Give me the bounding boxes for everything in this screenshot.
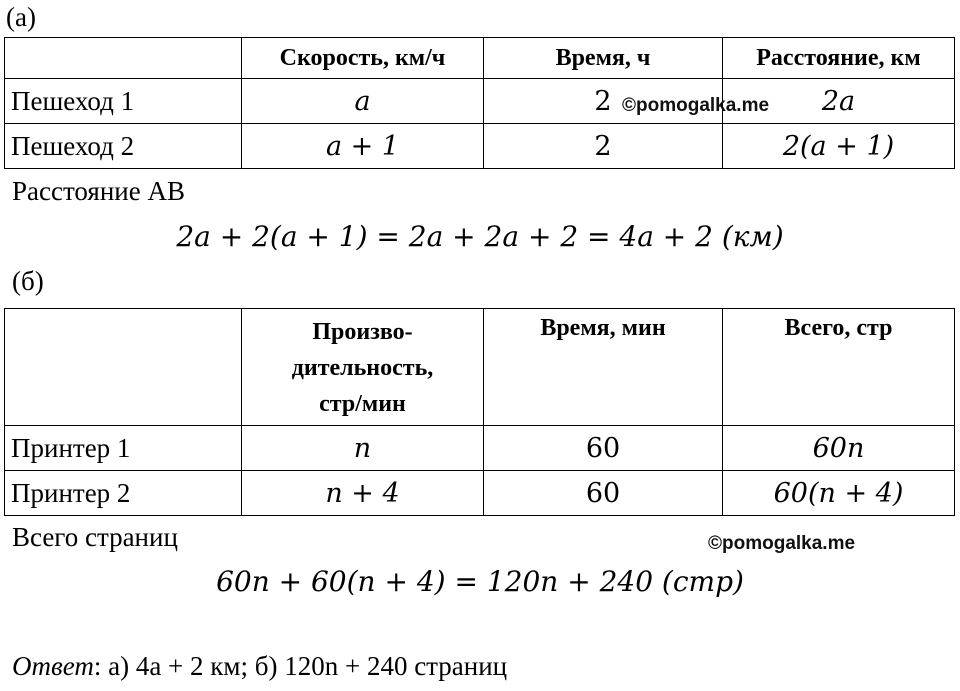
table-a-header-time: Время, ч (484, 38, 723, 79)
table-b-header-time: Время, мин (484, 309, 723, 426)
cell-time: 60 (484, 471, 723, 516)
cell-rate: n + 4 (242, 471, 484, 516)
cell-time: 60 (484, 426, 723, 471)
answer-text: : а) 4a + 2 км; б) 120n + 240 страниц (93, 651, 508, 681)
answer-prefix: Ответ (12, 651, 94, 681)
row-label: Принтер 1 (5, 426, 242, 471)
table-a-header-row (5, 38, 955, 79)
table-b-header-row (5, 309, 955, 426)
answer-line (12, 651, 507, 682)
table-b-header-empty (5, 309, 242, 426)
watermark-2: ©pomogalka.me (708, 533, 856, 554)
part-b-caption: Всего страниц (12, 522, 178, 552)
table-a (4, 37, 955, 169)
row-label: Принтер 2 (5, 471, 242, 516)
part-b-formula: 60n + 60(n + 4) = 120n + 240 (стр) (216, 565, 744, 598)
part-a-label: (а) (6, 2, 36, 32)
table-b (4, 308, 955, 516)
watermark-1: ©pomogalka.me (622, 95, 770, 116)
cell-time: 2 (484, 124, 723, 169)
part-a-caption: Расстояние АВ (12, 176, 185, 206)
part-a-formula: 2a + 2(a + 1) = 2a + 2a + 2 = 4a + 2 (км) (176, 220, 784, 253)
table-b-header-total: Всего, стр (723, 309, 955, 426)
cell-speed: a (242, 79, 484, 124)
cell-rate: n (242, 426, 484, 471)
table-a-header-distance: Расстояние, км (723, 38, 955, 79)
table-row (5, 426, 955, 471)
cell-total: 60n (723, 426, 955, 471)
table-row (5, 79, 955, 124)
cell-distance: 2a (723, 79, 955, 124)
table-a-header-speed: Скорость, км/ч (242, 38, 484, 79)
row-label: Пешеход 1 (5, 79, 242, 124)
table-row (5, 124, 955, 169)
cell-distance: 2(a + 1) (723, 124, 955, 169)
table-a-header-empty (5, 38, 242, 79)
cell-speed: a + 1 (242, 124, 484, 169)
cell-total: 60(n + 4) (723, 471, 955, 516)
table-row (5, 471, 955, 516)
part-b-label: (б) (12, 266, 44, 296)
table-b-header-rate: Произво- дительность, стр/мин (242, 309, 484, 426)
cell-time: 2 (484, 79, 723, 124)
row-label: Пешеход 2 (5, 124, 242, 169)
